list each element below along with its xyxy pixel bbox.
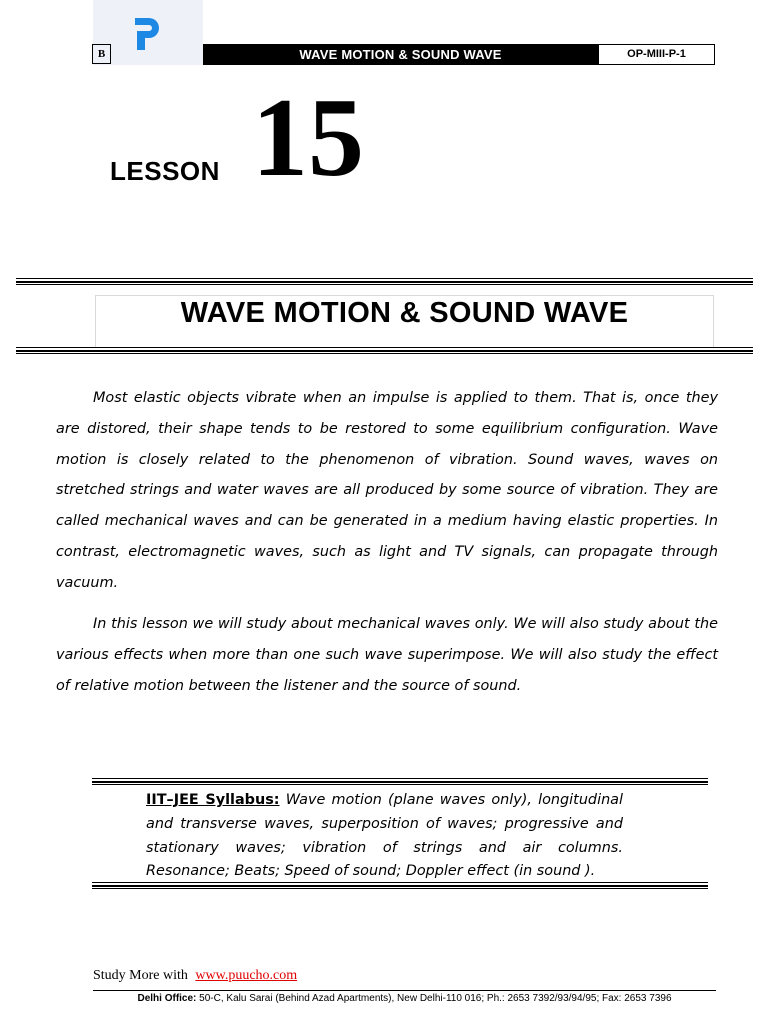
header-code: OP-MIII-P-1 xyxy=(598,44,715,65)
syllabus-label: IIT–JEE Syllabus: xyxy=(146,792,280,808)
lesson-number: 15 xyxy=(252,76,364,200)
syllabus-top-rule xyxy=(92,778,708,785)
footer-rule xyxy=(93,990,716,991)
syllabus-box xyxy=(146,789,623,884)
syllabus-bottom-rule xyxy=(92,882,708,889)
book-icon: B xyxy=(92,44,111,64)
intro-paragraph: Most elastic objects vibrate when an impulse is applied to them. That is, once they are distored, their shape tends to be restored to some equilibrium configuration. Wave motion is closely related to the phenomenon of vibration. Sound waves, waves on stretched strings and water waves are all produced by some source of vibration. They are called mechanical waves and can be generated in a medium having elastic properties. In contrast, electromagnetic waves, such as light and TV signals, can propagate through vacuum. xyxy=(56,390,718,591)
website-link[interactable]: www.puucho.com xyxy=(195,968,298,983)
office-label: Delhi Office: xyxy=(137,993,197,1004)
study-more-text: Study More with xyxy=(93,968,188,983)
header-title: WAVE MOTION & SOUND WAVE xyxy=(203,44,598,65)
footer-office xyxy=(93,993,716,1004)
p-logo-icon xyxy=(131,14,165,54)
office-address: 50-C, Kalu Sarai (Behind Azad Apartments), New Delhi-110 016; Ph.: 2653 7392/93/94/95; Fax: 2653 7396 xyxy=(199,993,672,1004)
title-top-rule xyxy=(16,278,753,285)
chapter-title: WAVE MOTION & SOUND WAVE xyxy=(180,297,629,329)
lesson-label: LESSON xyxy=(110,156,220,186)
study-more-line xyxy=(93,968,297,984)
title-bottom-rule xyxy=(16,347,753,354)
scope-paragraph: In this lesson we will study about mechanical waves only. We will also study about the various effects when more than one such wave superimpose. We will also study the effect of relative motion between the listener and the source of sound. xyxy=(56,616,718,694)
syllabus-text: Wave motion (plane waves only), longitudinal and transverse waves, superposition of waves; progressive and stationary waves; vibration of strings and air columns. Resonance; Beats; Speed of sound; Doppler effect (in sound ). xyxy=(146,792,624,880)
